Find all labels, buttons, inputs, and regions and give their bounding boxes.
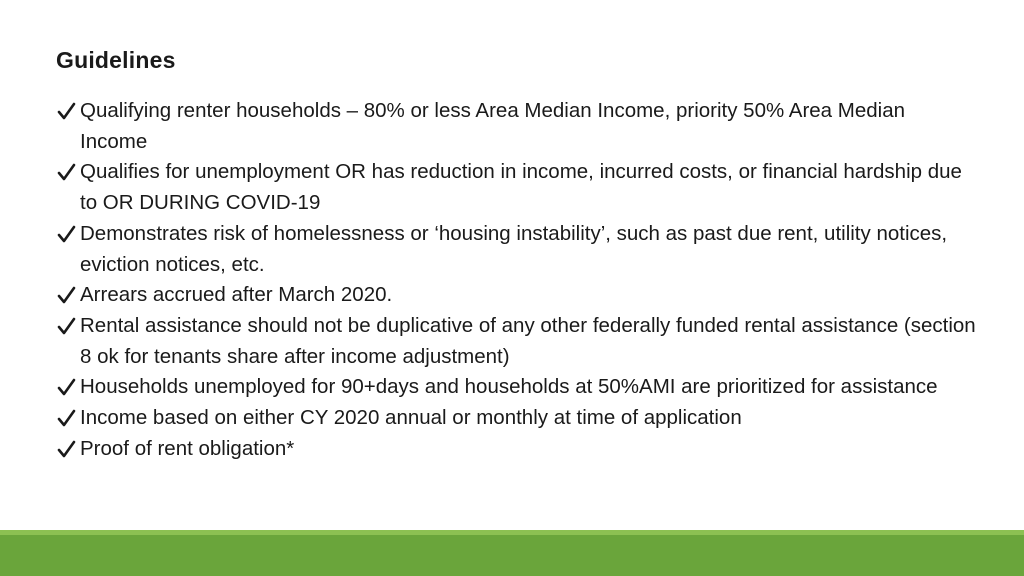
- check-mark-icon: [56, 280, 78, 310]
- footer-accent-highlight: [0, 530, 1024, 535]
- check-mark-icon: [56, 434, 78, 464]
- list-item-text: Income based on either CY 2020 annual or monthly at time of application: [80, 406, 742, 430]
- list-item-text: Households unemployed for 90+days and households at 50%AMI are prioritized for assistance: [80, 375, 938, 399]
- list-item: [56, 403, 976, 434]
- list-item: [56, 96, 976, 157]
- footer-accent-band: [0, 530, 1024, 576]
- list-item: [56, 219, 976, 280]
- list-item-text: Proof of rent obligation*: [80, 436, 295, 460]
- check-mark-icon: [56, 403, 78, 433]
- list-item: [56, 157, 976, 218]
- guidelines-checklist: [56, 96, 976, 464]
- list-item: [56, 434, 976, 465]
- list-item-text: Arrears accrued after March 2020.: [80, 283, 393, 307]
- list-item-text: Qualifies for unemployment OR has reduction in income, incurred costs, or financial hardship due to OR DURING COVID-19: [80, 160, 962, 215]
- list-item-text: Qualifying renter households – 80% or less Area Median Income, priority 50% Area Median Income: [80, 99, 906, 153]
- check-mark-icon: [56, 372, 78, 402]
- list-item: [56, 372, 976, 403]
- list-item-text: Rental assistance should not be duplicative of any other federally funded rental assistance (section 8 ok for tenants share after income adjustment): [80, 313, 976, 368]
- page-title: Guidelines: [56, 47, 176, 73]
- check-mark-icon: [56, 157, 78, 187]
- check-mark-icon: [56, 219, 78, 249]
- list-item-text: Demonstrates risk of homelessness or ‘housing instability’, such as past due rent, utility notices, eviction notices, etc.: [80, 221, 948, 276]
- check-mark-icon: [56, 96, 78, 126]
- list-item: [56, 280, 976, 311]
- check-mark-icon: [56, 311, 78, 341]
- list-item: [56, 311, 976, 372]
